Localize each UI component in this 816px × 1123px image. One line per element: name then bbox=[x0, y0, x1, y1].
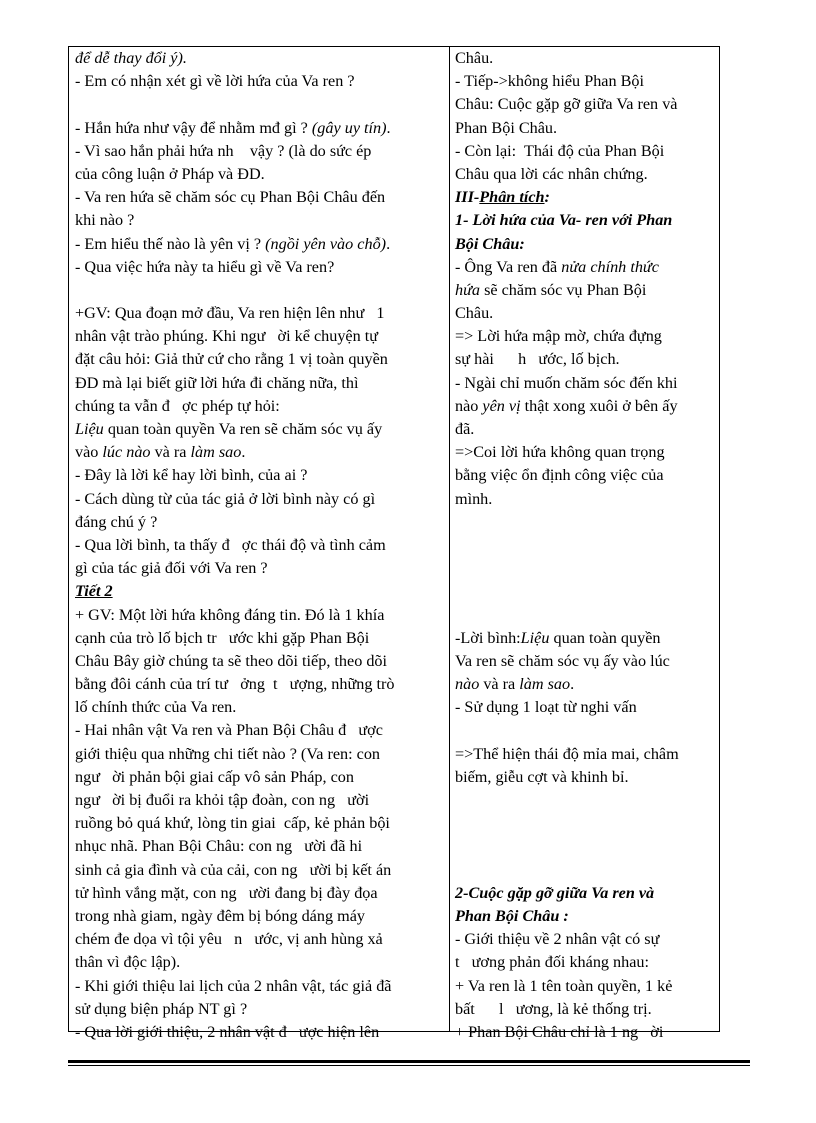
text-line: giới thiệu qua những chi tiết nào ? (Va ren: con bbox=[75, 744, 381, 763]
teacher-questions-column bbox=[75, 47, 445, 1044]
footer-rule-thin bbox=[68, 1065, 750, 1066]
text-line: - Hắn hứa như vậy để nhằm mđ gì ? (gây uy tín). bbox=[75, 118, 391, 137]
column-divider bbox=[449, 47, 450, 1031]
text-line: +GV: Qua đoạn mở đầu, Va ren hiện lên như 1 bbox=[75, 304, 385, 323]
footer-rule-thick bbox=[68, 1060, 750, 1063]
text-line: => Lời hứa mập mờ, chứa đựng bbox=[455, 327, 662, 346]
text-line: - Em có nhận xét gì về lời hứa của Va ren ? bbox=[75, 72, 355, 91]
lesson-period-heading: Tiết 2 bbox=[75, 582, 113, 601]
text-line: - Vì sao hắn phải hứa nh vậy ? (là do sức ép bbox=[75, 141, 372, 160]
blank-line bbox=[455, 511, 717, 534]
footer-rule bbox=[68, 1060, 750, 1066]
subsection-heading: 1- Lời hứa của Va- ren với Phan bbox=[455, 211, 673, 230]
text-line: mình. bbox=[455, 489, 493, 508]
text-line: - Khi giới thiệu lai lịch của 2 nhân vật, tác giả đã bbox=[75, 976, 392, 995]
text-line: - Cách dùng từ của tác giả ở lời bình này có gì bbox=[75, 489, 376, 508]
blank-line bbox=[455, 604, 717, 627]
blank-line bbox=[455, 534, 717, 557]
subsection-heading: 2-Cuộc gặp gỡ giữa Va ren và bbox=[455, 883, 655, 902]
text-line: đặt câu hỏi: Giả thử cứ cho rằng 1 vị toàn quyền bbox=[75, 350, 388, 369]
text-line: tử hình vắng mặt, con ng ười đang bị đày đọa bbox=[75, 883, 378, 902]
text-line: đáng chú ý ? bbox=[75, 512, 158, 531]
text-line: - Sử dụng 1 loạt từ nghi vấn bbox=[455, 698, 637, 717]
text-line: - Ông Va ren đã nửa chính thức bbox=[455, 257, 659, 276]
text-line: bằng đôi cánh của trí tư ởng t ượng, những trò bbox=[75, 675, 395, 694]
text-line: =>Thể hiện thái độ mỉa mai, châm bbox=[455, 744, 679, 763]
text-line: + Va ren là 1 tên toàn quyền, 1 kẻ bbox=[455, 976, 673, 995]
text-line: bất l ương, là kẻ thống trị. bbox=[455, 999, 652, 1018]
text-line: nhân vật trào phúng. Khi ngư ời kể chuyện tự bbox=[75, 327, 379, 346]
text-line: - Hai nhân vật Va ren và Phan Bội Châu đ ược bbox=[75, 721, 383, 740]
text-line: Châu. bbox=[455, 304, 494, 323]
text-line: - Tiếp->không hiểu Phan Bội bbox=[455, 72, 645, 91]
text-line: khi nào ? bbox=[75, 211, 135, 230]
text-line: - Qua lời giới thiệu, 2 nhân vật đ ược hiện lên bbox=[75, 1022, 380, 1041]
blank-line bbox=[455, 789, 717, 812]
text-line: sự hài h ước, lố bịch. bbox=[455, 350, 620, 369]
text-line: của công luận ở Pháp và ĐD. bbox=[75, 164, 265, 183]
text-line: - Em hiểu thế nào là yên vị ? (ngồi yên vào chỗ). bbox=[75, 234, 391, 253]
text-line: để dễ thay đổi ý). bbox=[75, 49, 187, 67]
text-line: - Ngài chỉ muốn chăm sóc đến khi bbox=[455, 373, 678, 392]
text-line: Châu Bây giờ chúng ta sẽ theo dõi tiếp, theo dõi bbox=[75, 651, 388, 670]
subsection-heading: Phan Bội Châu : bbox=[455, 906, 569, 925]
text-line: hứa sẽ chăm sóc vụ Phan Bội bbox=[455, 280, 647, 299]
text-line: nhục nhã. Phan Bội Châu: con ng ười đã hi bbox=[75, 837, 363, 856]
text-line: bằng việc ổn định công việc của bbox=[455, 466, 664, 485]
blank-line bbox=[455, 835, 717, 858]
lesson-table bbox=[68, 46, 720, 1041]
text-line: thân vì độc lập). bbox=[75, 953, 181, 972]
text-line: - Đây là lời kể hay lời bình, của ai ? bbox=[75, 466, 308, 485]
text-line: -Lời bình:Liệu quan toàn quyền bbox=[455, 628, 661, 647]
text-line: - Còn lại: Thái độ của Phan Bội bbox=[455, 141, 665, 160]
blank-line bbox=[75, 93, 445, 116]
text-line: - Giới thiệu về 2 nhân vật có sự bbox=[455, 930, 660, 949]
subsection-heading: Bội Châu: bbox=[455, 234, 525, 253]
text-line: trong nhà giam, ngày đêm bị bóng dáng máy bbox=[75, 906, 365, 925]
text-line: - Qua việc hứa này ta hiểu gì về Va ren? bbox=[75, 257, 335, 276]
text-line: + Phan Bội Châu chỉ là 1 ng ời bbox=[455, 1022, 664, 1041]
section-heading: III-Phân tích: bbox=[455, 188, 550, 207]
blank-line bbox=[75, 279, 445, 302]
text-line: =>Coi lời hứa không quan trọng bbox=[455, 443, 665, 462]
text-line: cạnh của trò lố bịch tr ước khi gặp Phan Bội bbox=[75, 628, 370, 647]
text-line: nào và ra làm sao. bbox=[455, 675, 575, 694]
text-line: Châu. bbox=[455, 49, 494, 67]
text-line: biếm, giễu cợt và khinh bỉ. bbox=[455, 767, 629, 786]
text-line: - Qua lời bình, ta thấy đ ợc thái độ và tình cảm bbox=[75, 535, 386, 554]
blank-line bbox=[455, 580, 717, 603]
text-line: t ương phản đối kháng nhau: bbox=[455, 953, 650, 972]
text-line: vào lúc nào và ra làm sao. bbox=[75, 443, 246, 462]
text-line: + GV: Một lời hứa không đáng tin. Đó là 1 khía bbox=[75, 605, 385, 624]
text-line: sinh cả gia đình và của cải, con ng ười bị kết án bbox=[75, 860, 392, 879]
text-line: đã. bbox=[455, 420, 475, 438]
text-line: ĐD mà lại biết giữ lời hứa đi chăng nữa, thì bbox=[75, 373, 359, 392]
text-line: Phan Bội Châu. bbox=[455, 118, 558, 137]
text-line: nào yên vị thật xong xuôi ở bên ấy bbox=[455, 396, 678, 415]
text-line: sử dụng biện pháp NT gì ? bbox=[75, 999, 248, 1018]
text-line: ruồng bỏ quá khứ, lòng tin giai cấp, kẻ phản bội bbox=[75, 814, 390, 833]
text-line: Va ren sẽ chăm sóc vụ ấy vào lúc bbox=[455, 651, 670, 670]
text-line: lố chính thức của Va ren. bbox=[75, 698, 237, 717]
blank-line bbox=[455, 859, 717, 882]
blank-line bbox=[455, 719, 717, 742]
text-line: Châu: Cuộc gặp gỡ giữa Va ren và bbox=[455, 95, 678, 114]
text-line: chúng ta vẫn đ ợc phép tự hỏi: bbox=[75, 396, 280, 415]
text-line: chém đe dọa vì tội yêu n ước, vị anh hùng xả bbox=[75, 930, 383, 949]
text-line: ngư ời bị đuổi ra khỏi tập đoàn, con ng ười bbox=[75, 791, 370, 809]
text-line: Liệu quan toàn quyền Va ren sẽ chăm sóc vụ ấy bbox=[75, 420, 383, 438]
blank-line bbox=[455, 812, 717, 835]
text-line: - Va ren hứa sẽ chăm sóc cụ Phan Bội Châu đến bbox=[75, 188, 386, 207]
text-line: Châu qua lời các nhân chứng. bbox=[455, 164, 648, 183]
text-line: gì của tác giả đối với Va ren ? bbox=[75, 559, 268, 578]
blank-line bbox=[455, 557, 717, 580]
text-line: ngư ời phản bội giai cấp vô sản Pháp, con bbox=[75, 767, 354, 786]
content-notes-column bbox=[455, 47, 717, 1044]
